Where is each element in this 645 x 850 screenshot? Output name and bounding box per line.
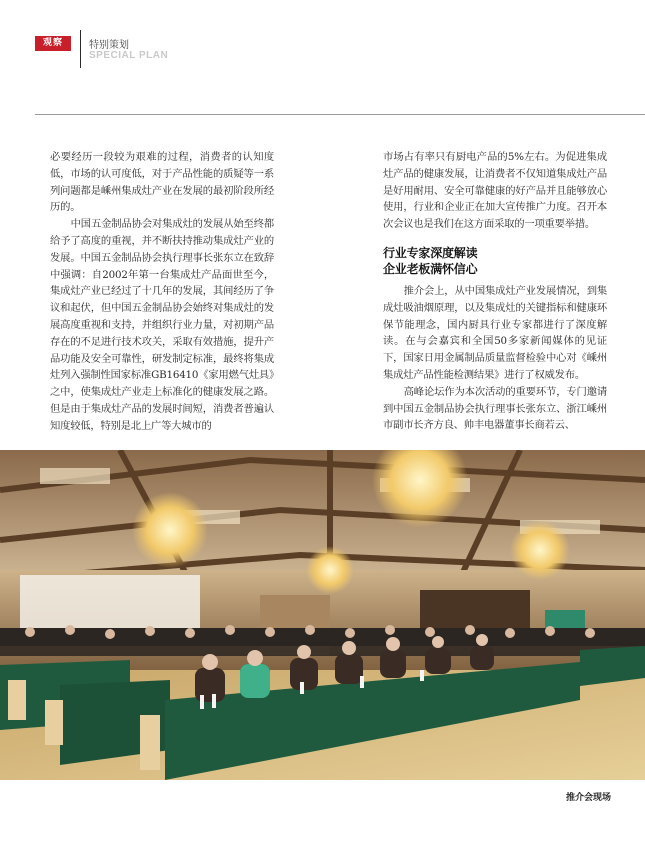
subheading (383, 245, 607, 277)
paragraph: 中国五金制品协会对集成灶的发展从始至终都给予了高度的重视，并不断扶持推动集成灶产业的发展。中国五金制品协会执行理事长张东立在致辞中强调：自2002年第一台集成灶产品面世至今，集成灶产业已经过了十几年的发展，其间经历了争议和起伏，但中国五金制品协会始终对集成灶的发展高度重视和支持，并组织行业力量，对初期产品存在的不足进行技术攻关，采取有效措施，提升产品功能及安全可靠性，研发制定标准，最终将集成灶列入强制性国家标准GB16410《家用燃气灶具》之中，使集成灶产业走上标准化的健康发展之路。但是由于集成灶产品的发展时间短，消费者普遍认知度较低，特别是北上广等大城市的 (50, 218, 274, 432)
subheading-line: 企业老板满怀信心 (383, 261, 478, 276)
article-right-column (383, 149, 607, 434)
section-title-en: SPECIAL PLAN (89, 50, 169, 61)
paragraph: 必要经历一段较为艰难的过程，消费者的认知度低，市场的认可度低，对于产品性能的质疑等一系列问题都是嵊州集成灶产业在发展的最初阶段所经历的。 (50, 151, 274, 214)
article-left-column (50, 149, 274, 435)
header-divider (80, 30, 81, 68)
conference-photo (0, 450, 645, 780)
paragraph: 推介会上，从中国集成灶产业发展情况，到集成灶吸油烟原理，以及集成灶的关键指标和健康环保节能理念，国内厨具行业专家都进行了深度解读。在与会嘉宾和全国50多家新闻媒体的见证下，国家日用金属制品质量监督检验中心对《嵊州集成灶产品性能检测结果》进行了权威发布。 (383, 284, 607, 381)
photo-caption: 推介会现场 (565, 793, 611, 803)
top-rule (35, 114, 645, 115)
paragraph: 高峰论坛作为本次活动的重要环节，专门邀请到中国五金制品协会执行理事长张东立、浙江嵊州市副市长齐方良、帅丰电器董事长商若云、 (383, 385, 607, 432)
subheading-line: 行业专家深度解读 (383, 245, 478, 260)
paragraph: 市场占有率只有厨电产品的5%左右。为促进集成灶产品的健康发展，让消费者不仅知道集成灶产品是好用耐用、安全可靠健康的好产品并且能够放心使用，行业和企业正在加大宣传推广力度。召开本次会议也是我们在这方面采取的一项重要举措。 (383, 151, 607, 231)
section-tag: 观察 (35, 36, 71, 51)
section-title-cn: 特别策划 (89, 40, 129, 51)
